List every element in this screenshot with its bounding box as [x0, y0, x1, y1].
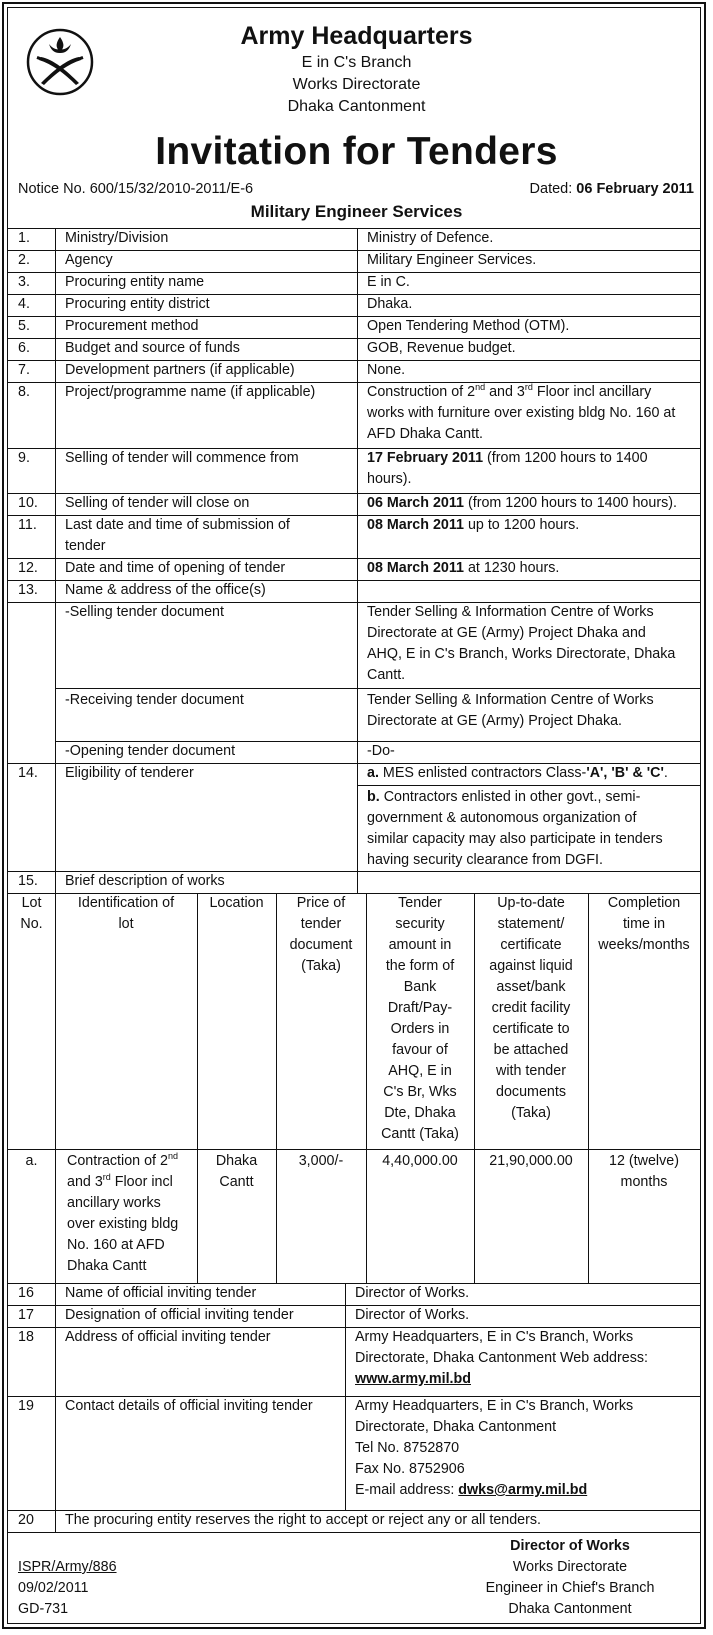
- cell-text: Director of Works.: [355, 1285, 470, 1301]
- cell-text: 20: [18, 1512, 34, 1528]
- page-title: Invitation for Tenders: [155, 130, 558, 173]
- cell-text: against liquid: [489, 958, 573, 974]
- cell-text: Cantt (Taka): [381, 1126, 459, 1142]
- cell-text: 14.: [18, 765, 38, 781]
- cell-text: Selling of tender will close on: [65, 495, 250, 511]
- cell-text: hours).: [367, 471, 412, 487]
- cell-text: 19: [18, 1398, 34, 1414]
- cell-text: tender: [300, 916, 342, 932]
- cell-text: 12.: [18, 560, 38, 576]
- cell-text: Completion: [607, 895, 681, 911]
- cell-text: Director of Works: [510, 1538, 630, 1554]
- cell-text: Date and time of opening of tender: [65, 560, 286, 576]
- cell-text: Up-to-date: [497, 895, 565, 911]
- cell-text: documents: [496, 1084, 566, 1100]
- cell-text: Directorate, Dhaka Cantonment: [355, 1419, 557, 1435]
- branch-line: E in C's Branch: [301, 54, 412, 71]
- cell-text: a. MES enlisted contractors Class-'A', 'B' & 'C'.: [367, 765, 668, 781]
- cell-text: Military Engineer Services.: [367, 252, 537, 268]
- cell-text: Dhaka: [215, 1153, 258, 1169]
- cell-text: Agency: [65, 252, 113, 268]
- cell-text: credit facility: [491, 1000, 571, 1016]
- cell-text: Tender Selling & Information Centre of Works: [367, 692, 654, 708]
- cell-text: Cantt.: [367, 667, 406, 683]
- cell-text: the form of: [385, 958, 455, 974]
- cell-text: document: [289, 937, 353, 953]
- cell-text: b. Contractors enlisted in other govt., semi-: [367, 789, 641, 805]
- cell-text: -Do-: [367, 743, 395, 759]
- cell-text: Address of official inviting tender: [65, 1329, 271, 1345]
- cell-text: 3.: [18, 274, 30, 290]
- cell-text: lot: [118, 916, 134, 932]
- cell-text: 18: [18, 1329, 34, 1345]
- cell-text: Contraction of 2nd: [67, 1151, 178, 1169]
- cell-text: Last date and time of submission of: [65, 517, 290, 533]
- cell-text: Procuring entity district: [65, 296, 210, 312]
- cell-text: None.: [367, 362, 406, 378]
- cell-text: Construction of 2nd and 3rd Floor incl ancillary: [367, 382, 652, 400]
- cell-text: 11.: [18, 517, 37, 533]
- cell-text: Tender: [398, 895, 442, 911]
- org-title: Army Headquarters: [240, 22, 473, 50]
- cell-text: C's Br, Wks: [383, 1084, 457, 1100]
- cell-text: 1.: [18, 230, 30, 246]
- cell-text: 12 (twelve): [609, 1153, 679, 1169]
- cell-text: Tender Selling & Information Centre of Works: [367, 604, 654, 620]
- cell-text: 06 March 2011 (from 1200 hours to 1400 hours).: [367, 495, 677, 511]
- cell-text: security: [395, 916, 445, 932]
- cell-text: Orders in: [390, 1021, 450, 1037]
- cell-text: Engineer in Chief's Branch: [485, 1580, 655, 1596]
- cell-text: 9.: [18, 450, 30, 466]
- cell-text: Fax No. 8752906: [355, 1461, 465, 1477]
- cell-text: Army Headquarters, E in C's Branch, Works: [355, 1398, 634, 1414]
- cell-text: Location: [209, 895, 264, 911]
- cell-text: 15.: [18, 873, 38, 889]
- cell-text: Identification of: [77, 895, 175, 911]
- cell-text: Procurement method: [65, 318, 199, 334]
- cell-text: 16: [18, 1285, 34, 1301]
- cell-text: Procuring entity name: [65, 274, 205, 290]
- cell-text: Designation of official inviting tender: [65, 1307, 294, 1323]
- cell-text: having security clearance from DGFI.: [367, 852, 603, 868]
- cell-text: months: [620, 1174, 668, 1190]
- notice-number: Notice No. 600/15/32/2010-2011/E-6: [18, 181, 254, 197]
- cell-text: be attached: [493, 1042, 569, 1058]
- cell-text: (Taka): [301, 958, 341, 974]
- cell-text: Dhaka.: [367, 296, 413, 312]
- cell-text: 08 March 2011 at 1230 hours.: [367, 560, 560, 576]
- cell-text: -Selling tender document: [65, 604, 224, 620]
- cell-text: 09/02/2011: [18, 1580, 89, 1596]
- cell-text: The procuring entity reserves the right to accept or reject any or all tenders.: [65, 1512, 541, 1528]
- cell-text: 13.: [18, 582, 38, 598]
- cell-text: Cantt: [219, 1174, 254, 1190]
- cell-text: No.: [20, 916, 43, 932]
- cell-text: Dte, Dhaka: [384, 1105, 456, 1121]
- cell-text: certificate: [500, 937, 562, 953]
- cell-text: similar capacity may also participate in tenders: [367, 831, 663, 847]
- cell-text: certificate to: [492, 1021, 570, 1037]
- cell-text: Lot: [21, 895, 42, 911]
- cell-text: Price of: [296, 895, 346, 911]
- cell-text: Directorate, Dhaka Cantonment Web address:: [355, 1350, 648, 1366]
- cell-text: Contact details of official inviting tender: [65, 1398, 313, 1414]
- cell-text: a.: [25, 1153, 38, 1169]
- cell-text: Tel No. 8752870: [355, 1440, 460, 1456]
- cell-text: and 3rd Floor incl: [67, 1172, 173, 1190]
- cell-text: Directorate at GE (Army) Project Dhaka and: [367, 625, 646, 641]
- cell-text: Open Tendering Method (OTM).: [367, 318, 570, 334]
- cell-text: No. 160 at AFD: [67, 1237, 165, 1253]
- cell-text: 4,40,000.00: [382, 1153, 458, 1169]
- cell-text: Brief description of works: [65, 873, 225, 889]
- cell-text: 08 March 2011 up to 1200 hours.: [367, 517, 580, 533]
- cell-text: ISPR/Army/886: [18, 1559, 117, 1575]
- cell-text: Selling of tender will commence from: [65, 450, 299, 466]
- cell-text: Budget and source of funds: [65, 340, 240, 356]
- cell-text: GOB, Revenue budget.: [367, 340, 516, 356]
- cell-text: Directorate at GE (Army) Project Dhaka.: [367, 713, 623, 729]
- cell-text: Bank: [403, 979, 437, 995]
- cell-text: [355, 1369, 471, 1390]
- cell-text: Development partners (if applicable): [65, 362, 295, 378]
- cell-text: AFD Dhaka Cantt.: [367, 426, 484, 442]
- cell-text: weeks/months: [598, 937, 690, 953]
- cell-text: over existing bldg: [67, 1216, 179, 1232]
- cell-text: AHQ, E in: [388, 1063, 452, 1079]
- cell-text: -Receiving tender document: [65, 692, 244, 708]
- cell-text: 10.: [18, 495, 38, 511]
- website-link[interactable]: www.army.mil.bd: [355, 1371, 471, 1387]
- cell-text: with tender: [496, 1063, 566, 1079]
- cell-text: Name of official inviting tender: [65, 1285, 257, 1301]
- cell-text: works with furniture over existing bldg No. 160 at: [367, 405, 676, 421]
- cell-text: asset/bank: [496, 979, 566, 995]
- cell-text: Dhaka Cantonment: [508, 1601, 632, 1617]
- cell-text: 4.: [18, 296, 30, 312]
- cell-text: 3,000/-: [298, 1153, 344, 1169]
- location-line: Dhaka Cantonment: [287, 98, 426, 115]
- cell-text: Army Headquarters, E in C's Branch, Works: [355, 1329, 634, 1345]
- cell-text: 17: [18, 1307, 34, 1323]
- cell-text: (Taka): [511, 1105, 551, 1121]
- cell-text: time in: [622, 916, 666, 932]
- cell-text: E-mail address: dwks@army.mil.bd: [355, 1482, 588, 1498]
- directorate-line: Works Directorate: [292, 76, 421, 93]
- cell-text: -Opening tender document: [65, 743, 236, 759]
- cell-text: Name & address of the office(s): [65, 582, 266, 598]
- cell-text: Director of Works.: [355, 1307, 470, 1323]
- cell-text: 6.: [18, 340, 30, 356]
- cell-text: 5.: [18, 318, 30, 334]
- cell-text: Draft/Pay-: [387, 1000, 453, 1016]
- cell-text: Project/programme name (if applicable): [65, 384, 316, 400]
- cell-text: Works Directorate: [512, 1559, 628, 1575]
- cell-text: tender: [65, 538, 106, 554]
- cell-text: amount in: [388, 937, 452, 953]
- cell-text: Ministry/Division: [65, 230, 169, 246]
- cell-text: Eligibility of tenderer: [65, 765, 194, 781]
- cell-text: 2.: [18, 252, 30, 268]
- notice-date: Dated: 06 February 2011: [529, 181, 694, 197]
- cell-text: 17 February 2011 (from 1200 hours to 1400: [367, 450, 648, 466]
- email-link[interactable]: dwks@army.mil.bd: [458, 1482, 588, 1498]
- cell-text: E in C.: [367, 274, 410, 290]
- cell-text: Ministry of Defence.: [367, 230, 494, 246]
- cell-text: AHQ, E in C's Branch, Works Directorate, Dhaka: [367, 646, 676, 662]
- cell-text: Dhaka Cantt: [67, 1258, 147, 1274]
- cell-text: favour of: [392, 1042, 448, 1058]
- cell-text: 7.: [18, 362, 30, 378]
- cell-text: GD-731: [18, 1601, 69, 1617]
- cell-text: 21,90,000.00: [489, 1153, 573, 1169]
- cell-text: 8.: [18, 384, 30, 400]
- cell-text: government & autonomous organization of: [367, 810, 637, 826]
- cell-text: ancillary works: [67, 1195, 161, 1211]
- service-heading: Military Engineer Services: [250, 202, 463, 221]
- cell-text: statement/: [497, 916, 565, 932]
